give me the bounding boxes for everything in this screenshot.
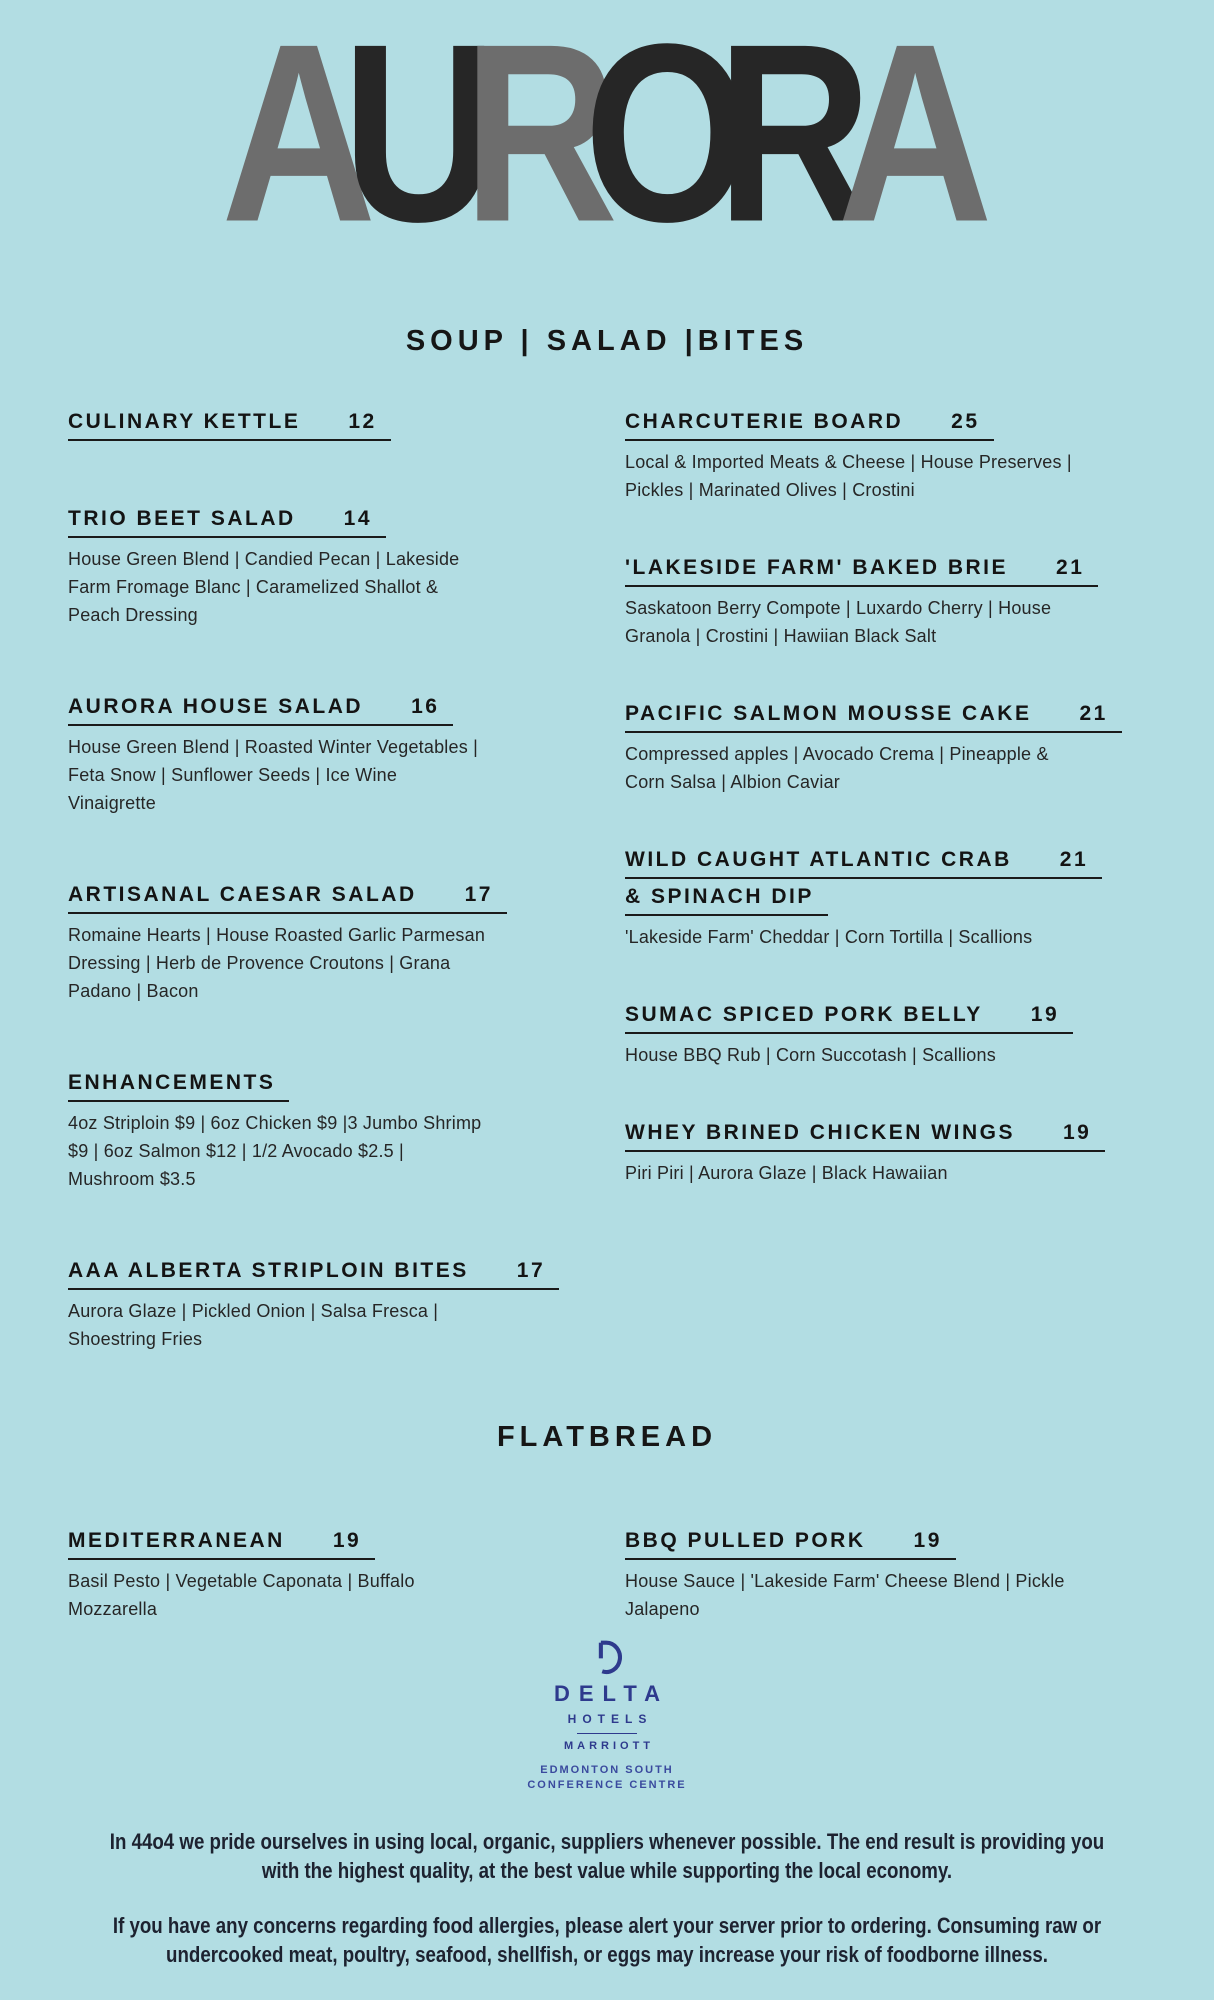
logo-letter: A	[837, 0, 993, 275]
item-description: House BBQ Rub | Corn Succotash | Scallions	[625, 1045, 996, 1065]
logo-letter: R	[716, 0, 872, 275]
item-price: 16	[411, 695, 440, 718]
item-title-row	[625, 556, 1098, 587]
item-name: SUMAC SPICED PORK BELLY	[625, 1003, 983, 1026]
right-column	[625, 1529, 1075, 1623]
item-title-row	[625, 848, 1102, 879]
menu-item-pacific-salmon-mousse-cake	[625, 702, 1108, 796]
item-title-row	[625, 702, 1122, 733]
logo-letter: A	[221, 0, 377, 275]
item-description: House Green Blend | Candied Pecan | Lakeside Farm Fromage Blanc | Caramelized Shallot & Peach Dressing	[68, 549, 460, 625]
menu-item-enhancements	[68, 1071, 488, 1193]
footer-line: In 44o4 we pride ourselves in using local, organic, suppliers whenever possible. The end result is providing you	[109, 1829, 1105, 1854]
item-title-row	[68, 883, 507, 914]
item-price: 12	[348, 410, 377, 433]
item-title-row	[625, 1003, 1073, 1034]
brand-hotels-label: HOTELS	[567, 1712, 653, 1726]
delta-hotels-brand-block	[0, 1639, 1214, 1793]
footer-paragraph-local-suppliers	[0, 1827, 1214, 1885]
menu-item-culinary-kettle	[68, 410, 488, 441]
menu-item-sumac-spiced-pork-belly	[625, 1003, 1075, 1069]
menu-item-aaa-alberta-striploin-bites	[68, 1259, 546, 1353]
item-description: Aurora Glaze | Pickled Onion | Salsa Fresca | Shoestring Fries	[68, 1301, 439, 1349]
item-name: WILD CAUGHT ATLANTIC CRAB	[625, 848, 1012, 871]
item-description: House Green Blend | Roasted Winter Vegetables | Feta Snow | Sunflower Seeds | Ice Wine Vinaigrette	[68, 737, 478, 813]
item-name: TRIO BEET SALAD	[68, 507, 296, 530]
item-name-line2: & SPINACH DIP	[625, 885, 814, 908]
item-name: CULINARY KETTLE	[68, 410, 301, 433]
brand-venue-line1: EDMONTON SOUTH	[540, 1764, 674, 1776]
item-title-row	[68, 1259, 559, 1290]
item-price: 14	[343, 507, 373, 530]
menu-item-lakeside-farm-baked-brie	[625, 556, 1085, 650]
item-price: 19	[913, 1529, 942, 1552]
aurora-logo	[0, 0, 1214, 275]
left-column	[68, 1529, 488, 1623]
item-title-row	[68, 410, 391, 441]
item-name: BBQ PULLED PORK	[625, 1529, 866, 1552]
menu-item-trio-beet-salad	[68, 507, 488, 629]
item-name: CHARCUTERIE BOARD	[625, 410, 904, 433]
item-title-row	[625, 1529, 956, 1560]
item-name: PACIFIC SALMON MOUSSE CAKE	[625, 702, 1032, 725]
item-name: AAA ALBERTA STRIPLOIN BITES	[68, 1259, 469, 1282]
footer-line: undercooked meat, poultry, seafood, shellfish, or eggs may increase your risk of foodborne illness.	[166, 1942, 1048, 1967]
menu-item-charcuterie-board	[625, 410, 1075, 504]
item-price: 19	[1062, 1121, 1092, 1144]
menu-item-bbq-pulled-pork	[625, 1529, 1075, 1623]
item-title-row	[68, 1071, 289, 1102]
section-heading-flatbread: FLATBREAD	[496, 1421, 718, 1453]
item-price: 21	[1056, 556, 1085, 579]
brand-delta-label: DELTA	[553, 1681, 670, 1706]
item-title-row	[68, 695, 453, 726]
soup-salad-bites-grid	[0, 410, 1214, 1353]
item-title-row-line2	[625, 885, 828, 916]
item-description: Romaine Hearts | House Roasted Garlic Parmesan Dressing | Herb de Provence Croutons | Grana Padano | Bacon	[68, 925, 486, 1001]
item-name: WHEY BRINED CHICKEN WINGS	[625, 1121, 1015, 1144]
item-name: ENHANCEMENTS	[68, 1071, 276, 1094]
item-description: Basil Pesto | Vegetable Caponata | Buffalo Mozzarella	[68, 1571, 415, 1619]
menu-item-wild-caught-atlantic-crab-spinach-dip	[625, 848, 1089, 951]
menu-item-aurora-house-salad	[68, 695, 488, 817]
menu-item-mediterranean	[68, 1529, 488, 1623]
item-name: AURORA HOUSE SALAD	[68, 695, 364, 718]
footer-line: If you have any concerns regarding food allergies, please alert your server prior to ordering. Consuming raw or	[112, 1913, 1102, 1938]
brand-divider	[577, 1733, 637, 1734]
menu-item-whey-brined-chicken-wings	[625, 1121, 1092, 1187]
item-title-row	[625, 410, 994, 441]
item-price: 19	[1030, 1003, 1060, 1026]
delta-d-icon	[592, 1639, 622, 1675]
item-price: 19	[332, 1529, 362, 1552]
logo-letter: R	[462, 0, 619, 275]
logo-letter: U	[342, 0, 498, 275]
item-price: 17	[464, 883, 493, 906]
item-title-row	[68, 507, 386, 538]
item-price: 25	[951, 410, 980, 433]
item-description: 'Lakeside Farm' Cheddar | Corn Tortilla | Scallions	[625, 927, 1033, 947]
item-name: 'LAKESIDE FARM' BAKED BRIE	[625, 556, 1009, 579]
section-heading-soup-salad-bites: SOUP | SALAD |BITES	[405, 325, 809, 357]
footer-line: with the highest quality, at the best value while supporting the local economy.	[261, 1858, 953, 1883]
item-description: Local & Imported Meats & Cheese | House Preserves | Pickles | Marinated Olives | Crostini	[625, 452, 1072, 500]
menu-item-artisanal-caesar-salad	[68, 883, 493, 1005]
brand-venue-label	[0, 1763, 1214, 1793]
item-name: ARTISANAL CAESAR SALAD	[68, 883, 417, 906]
footer-paragraph-allergy-warning	[0, 1911, 1214, 1969]
item-description: Saskatoon Berry Compote | Luxardo Cherry | House Granola | Crostini | Hawiian Black Salt	[625, 598, 1052, 646]
item-name: MEDITERRANEAN	[68, 1529, 285, 1552]
right-column	[625, 410, 1108, 1187]
item-price: 21	[1079, 702, 1108, 725]
left-column	[68, 410, 546, 1353]
footer-notes	[0, 1827, 1214, 1969]
item-title-row	[625, 1121, 1105, 1152]
item-price: 17	[516, 1259, 546, 1282]
item-description: Piri Piri | Aurora Glaze | Black Hawaiian	[625, 1163, 948, 1183]
item-price: 21	[1059, 848, 1089, 871]
item-description: Compressed apples | Avocado Crema | Pineapple & Corn Salsa | Albion Caviar	[625, 744, 1049, 792]
item-title-row	[68, 1529, 375, 1560]
item-description: 4oz Striploin $9 | 6oz Chicken $9 |3 Jumbo Shrimp $9 | 6oz Salmon $12 | 1/2 Avocado $2.5 | Mushroom $3.5	[68, 1113, 482, 1189]
brand-marriott-label: MARRIOTT	[563, 1740, 655, 1752]
brand-venue-line2: CONFERENCE CENTRE	[527, 1779, 687, 1791]
flatbread-grid	[0, 1529, 1214, 1623]
item-description: House Sauce | 'Lakeside Farm' Cheese Blend | Pickle Jalapeno	[625, 1571, 1065, 1619]
logo-letter: O	[583, 0, 752, 275]
